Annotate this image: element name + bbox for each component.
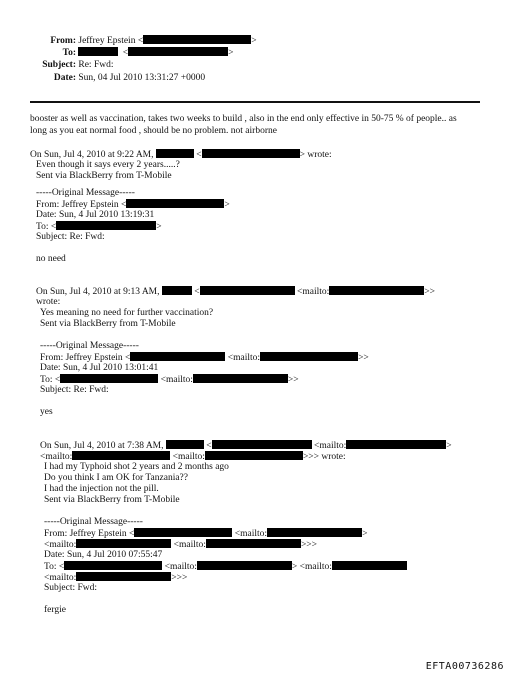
quote-line: Even though it says every 2 years.....?: [36, 160, 180, 170]
redaction-block: [76, 539, 171, 548]
quote-line: From: Jeffrey Epstein < <mailto: >>: [40, 353, 369, 363]
quote-line: fergie: [44, 605, 66, 615]
quote-line: Sent via BlackBerry from T-Mobile: [40, 319, 176, 329]
original-message-marker: -----Original Message-----: [44, 517, 143, 527]
header-from: From: Jeffrey Epstein < >: [30, 35, 257, 47]
quote-line: Yes meaning no need for further vaccination?: [40, 308, 214, 318]
redaction-block: [329, 286, 424, 295]
quote-line: Subject: Fwd:: [44, 583, 98, 593]
redaction-block: [205, 451, 303, 460]
from-label: From:: [50, 36, 76, 46]
redaction-block: [76, 572, 171, 581]
from-value: Jeffrey Epstein <: [78, 36, 144, 46]
quote-line: no need: [36, 254, 66, 264]
quote-line: I had my Typhoid shot 2 years and 2 months ago: [44, 462, 229, 472]
quote-line: <mailto: <mailto: >>>: [44, 540, 318, 550]
quote-line: Do you think I am OK for Tanzania??: [44, 473, 188, 483]
to-label: To:: [62, 48, 76, 58]
redaction-block: [56, 221, 156, 230]
date-label: Date:: [53, 73, 76, 83]
redaction-block: [156, 149, 194, 158]
quote-line: Sent via BlackBerry from T-Mobile: [36, 171, 172, 181]
redaction-block: [64, 561, 162, 570]
body-line: booster as well as vaccination, takes two weeks to build , also in the end only effective in 50-75 % of people.. as: [30, 114, 457, 124]
header-date: [30, 73, 205, 84]
redaction-block: [72, 451, 170, 460]
redaction-block: [60, 374, 158, 383]
quote-header: On Sun, Jul 4, 2010 at 9:22 AM, < > wrote:: [30, 150, 332, 160]
quote-line: To: < <mailto: > <mailto:: [44, 561, 407, 573]
redaction-block: [200, 286, 295, 295]
quote-header: On Sun, Jul 4, 2010 at 9:13 AM, < <mailto: >>: [36, 287, 435, 297]
quote-line: Sent via BlackBerry from T-Mobile: [44, 495, 180, 505]
redaction-block: [130, 352, 225, 361]
quote-line: From: Jeffrey Epstein < >: [36, 200, 230, 210]
quote-line: <mailto: <mailto: >>> wrote:: [40, 452, 346, 462]
redaction-block: [206, 539, 301, 548]
header-subject: [30, 60, 113, 71]
header-to: To: < >: [30, 47, 233, 59]
quote-line: yes: [40, 407, 53, 417]
redaction-block: [126, 199, 224, 208]
date-value: Sun, 04 Jul 2010 13:31:27 +0000: [78, 73, 206, 83]
redaction-block: [267, 528, 362, 537]
quote-line: Date: Sun, 4 Jul 2010 13:01:41: [40, 363, 159, 373]
quote-line: <mailto: >>>: [44, 573, 188, 583]
quote-line: wrote:: [36, 297, 61, 307]
quote-line: I had the injection not the pill.: [44, 484, 159, 494]
quote-line: From: Jeffrey Epstein < <mailto: >: [44, 529, 368, 539]
quote-line: Date: Sun, 4 Jul 2010 13:19:31: [36, 210, 155, 220]
document-id: EFTA00736286: [425, 661, 504, 672]
redaction-block: [143, 35, 251, 44]
redaction-block: [162, 286, 192, 295]
redaction-block: [260, 352, 358, 361]
redaction-block: [78, 47, 118, 56]
body-line: long as you eat normal food , should be no problem. not airborne: [30, 126, 277, 136]
redaction-block: [202, 149, 300, 158]
quote-line: To: < <mailto: >>: [40, 375, 299, 385]
subject-label: Subject:: [42, 60, 76, 70]
redaction-block: [134, 528, 232, 537]
quote-line: Subject: Re: Fwd:: [40, 385, 109, 395]
redaction-block: [212, 440, 312, 449]
quote-line: Subject: Re: Fwd:: [36, 232, 105, 242]
quote-line: To: < >: [36, 222, 162, 232]
quote-line: Date: Sun, 4 Jul 2010 07:55:47: [44, 550, 163, 560]
original-message-marker: -----Original Message-----: [40, 341, 139, 351]
redaction-block: [332, 561, 407, 570]
quote-header: On Sun, Jul 4, 2010 at 7:38 AM, < <mailto: >: [40, 441, 452, 451]
subject-value: Re: Fwd:: [78, 60, 114, 70]
redaction-block: [197, 561, 292, 570]
header-divider: [30, 101, 480, 103]
original-message-marker: -----Original Message-----: [36, 188, 135, 198]
redaction-block: [193, 374, 288, 383]
redaction-block: [346, 440, 446, 449]
redaction-block: [166, 440, 204, 449]
redaction-block: [128, 47, 228, 56]
